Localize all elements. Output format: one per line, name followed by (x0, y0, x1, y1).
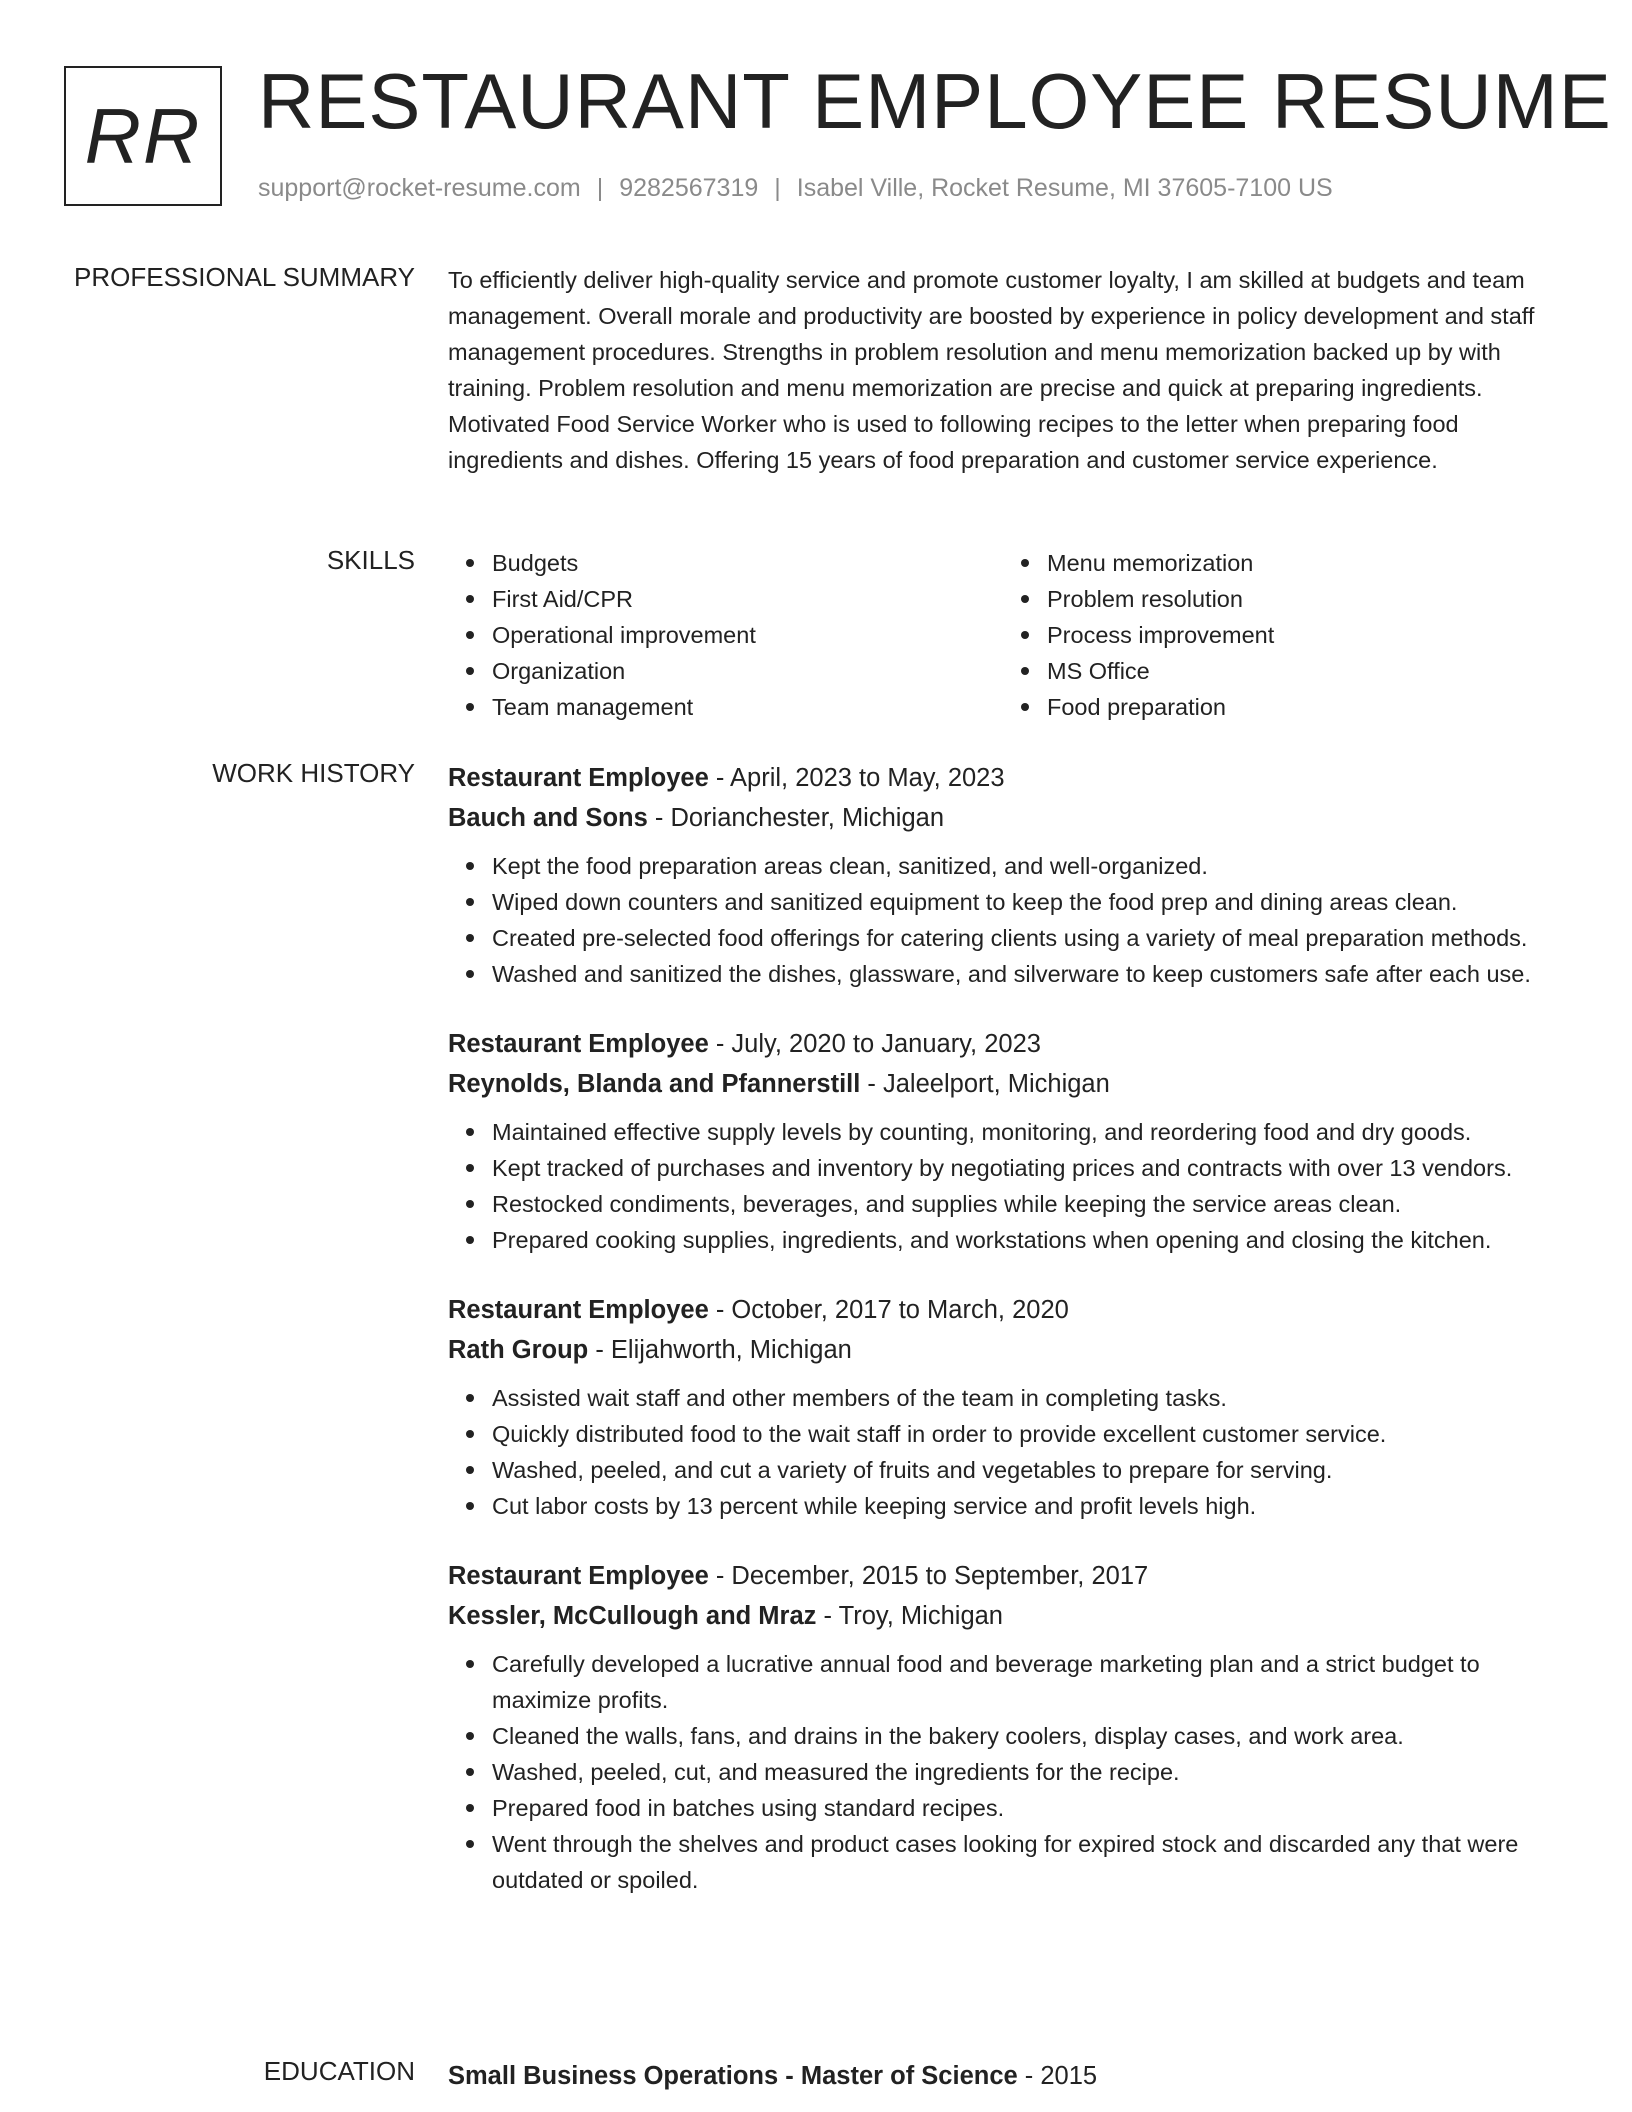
contact-line (258, 174, 1333, 203)
job-company-line (448, 1330, 1558, 1370)
job-entry (448, 1556, 1558, 1898)
job-duty: Went through the shelves and product cases looking for expired stock and discarded any that were outdated or spoiled. (492, 1826, 1558, 1898)
skill-item: Operational improvement (492, 617, 1003, 653)
job-company: Reynolds, Blanda and Pfannerstill (448, 1070, 861, 1098)
job-location: - Dorianchester, Michigan (647, 804, 944, 832)
job-duties (448, 1646, 1558, 1898)
job-title-line (448, 1290, 1558, 1330)
contact-separator: | (596, 174, 604, 202)
job-duty: Prepared cooking supplies, ingredients, and workstations when opening and closing the kitchen. (492, 1222, 1558, 1258)
job-title: Restaurant Employee (448, 764, 709, 792)
education-body (448, 2056, 1558, 2096)
job-company: Rath Group (448, 1336, 589, 1364)
job-duty: Cleaned the walls, fans, and drains in the bakery coolers, display cases, and work area. (492, 1718, 1558, 1754)
job-dates: - October, 2017 to March, 2020 (708, 1296, 1069, 1324)
education-degree-line (448, 2056, 1558, 2096)
job-entry (448, 1024, 1558, 1258)
contact-separator: | (774, 174, 781, 202)
job-company-line (448, 798, 1558, 838)
monogram-logo: RR (64, 66, 222, 206)
job-location: - Jaleelport, Michigan (860, 1070, 1110, 1098)
job-title: Restaurant Employee (448, 1296, 709, 1324)
summary-heading: PROFESSIONAL SUMMARY (74, 262, 415, 292)
job-duty: Prepared food in batches using standard recipes. (492, 1790, 1558, 1826)
contact-address: Isabel Ville, Rocket Resume, MI 37605-7100 US (796, 174, 1333, 202)
job-company-line (448, 1596, 1558, 1636)
job-duty: Washed and sanitized the dishes, glassware, and silverware to keep customers safe after each use. (492, 956, 1558, 992)
summary-text: To efficiently deliver high-quality service and promote customer loyalty, I am skilled at budgets and team management. Overall morale and productivity are boosted by experience in policy development and staff management procedures. Strengths in problem resolution and menu memorization backed up by with training. Problem resolution and menu memorization are precise and quick at preparing ingredients. Motivated Food Service Worker who is used to following recipes to the letter when preparing food ingredients and dishes. Offering 15 years of food preparation and customer service experience. (448, 267, 1535, 473)
skill-item: Organization (492, 653, 1003, 689)
job-title-line (448, 1024, 1558, 1064)
job-duties (448, 1380, 1558, 1524)
job-title-line (448, 758, 1558, 798)
job-location: - Elijahworth, Michigan (588, 1336, 852, 1364)
skill-item: MS Office (1047, 653, 1558, 689)
job-duty: Kept the food preparation areas clean, sanitized, and well-organized. (492, 848, 1558, 884)
job-duty: Cut labor costs by 13 percent while keeping service and profit levels high. (492, 1488, 1558, 1524)
skills-heading: SKILLS (326, 545, 415, 575)
education-year: - 2015 (1017, 2062, 1098, 2090)
skill-item: First Aid/CPR (492, 581, 1003, 617)
education-degree: Small Business Operations - Master of Science (448, 2062, 1018, 2090)
work-history-body (448, 758, 1558, 1930)
job-title-line (448, 1556, 1558, 1596)
job-location: - Troy, Michigan (816, 1602, 1003, 1630)
skills-list-left (448, 545, 1003, 725)
job-entry (448, 1290, 1558, 1524)
job-duty: Assisted wait staff and other members of the team in completing tasks. (492, 1380, 1558, 1416)
skill-item: Budgets (492, 545, 1003, 581)
job-duty: Washed, peeled, cut, and measured the ingredients for the recipe. (492, 1754, 1558, 1790)
contact-phone[interactable]: 9282567319 (619, 174, 759, 202)
job-duty: Kept tracked of purchases and inventory by negotiating prices and contracts with over 13 vendors. (492, 1150, 1558, 1186)
skill-item: Problem resolution (1047, 581, 1558, 617)
job-duty: Washed, peeled, and cut a variety of fruits and vegetables to prepare for serving. (492, 1452, 1558, 1488)
job-duty: Created pre-selected food offerings for catering clients using a variety of meal preparation methods. (492, 920, 1558, 956)
resume-title: RESTAURANT EMPLOYEE RESUME (258, 57, 1612, 145)
job-title: Restaurant Employee (448, 1030, 709, 1058)
job-dates: - April, 2023 to May, 2023 (708, 764, 1005, 792)
job-company: Kessler, McCullough and Mraz (448, 1602, 817, 1630)
skill-item: Team management (492, 689, 1003, 725)
job-entry (448, 758, 1558, 992)
skills-body (448, 545, 1558, 725)
job-duty: Maintained effective supply levels by counting, monitoring, and reordering food and dry goods. (492, 1114, 1558, 1150)
work-history-heading: WORK HISTORY (212, 758, 415, 788)
skill-item: Menu memorization (1047, 545, 1558, 581)
skill-item: Process improvement (1047, 617, 1558, 653)
job-duties (448, 848, 1558, 992)
job-duty: Quickly distributed food to the wait staff in order to provide excellent customer service. (492, 1416, 1558, 1452)
job-company-line (448, 1064, 1558, 1104)
contact-email[interactable]: support@rocket-resume.com (258, 174, 581, 202)
job-title: Restaurant Employee (448, 1562, 709, 1590)
job-duty: Wiped down counters and sanitized equipment to keep the food prep and dining areas clean. (492, 884, 1558, 920)
job-duties (448, 1114, 1558, 1258)
job-duty: Restocked condiments, beverages, and supplies while keeping the service areas clean. (492, 1186, 1558, 1222)
job-dates: - December, 2015 to September, 2017 (708, 1562, 1149, 1590)
summary-body (448, 262, 1558, 478)
job-duty: Carefully developed a lucrative annual food and beverage marketing plan and a strict budget to maximize profits. (492, 1646, 1558, 1718)
skill-item: Food preparation (1047, 689, 1558, 725)
job-dates: - July, 2020 to January, 2023 (708, 1030, 1041, 1058)
skills-list-right (1003, 545, 1558, 725)
job-company: Bauch and Sons (448, 804, 648, 832)
education-heading: EDUCATION (263, 2056, 415, 2086)
